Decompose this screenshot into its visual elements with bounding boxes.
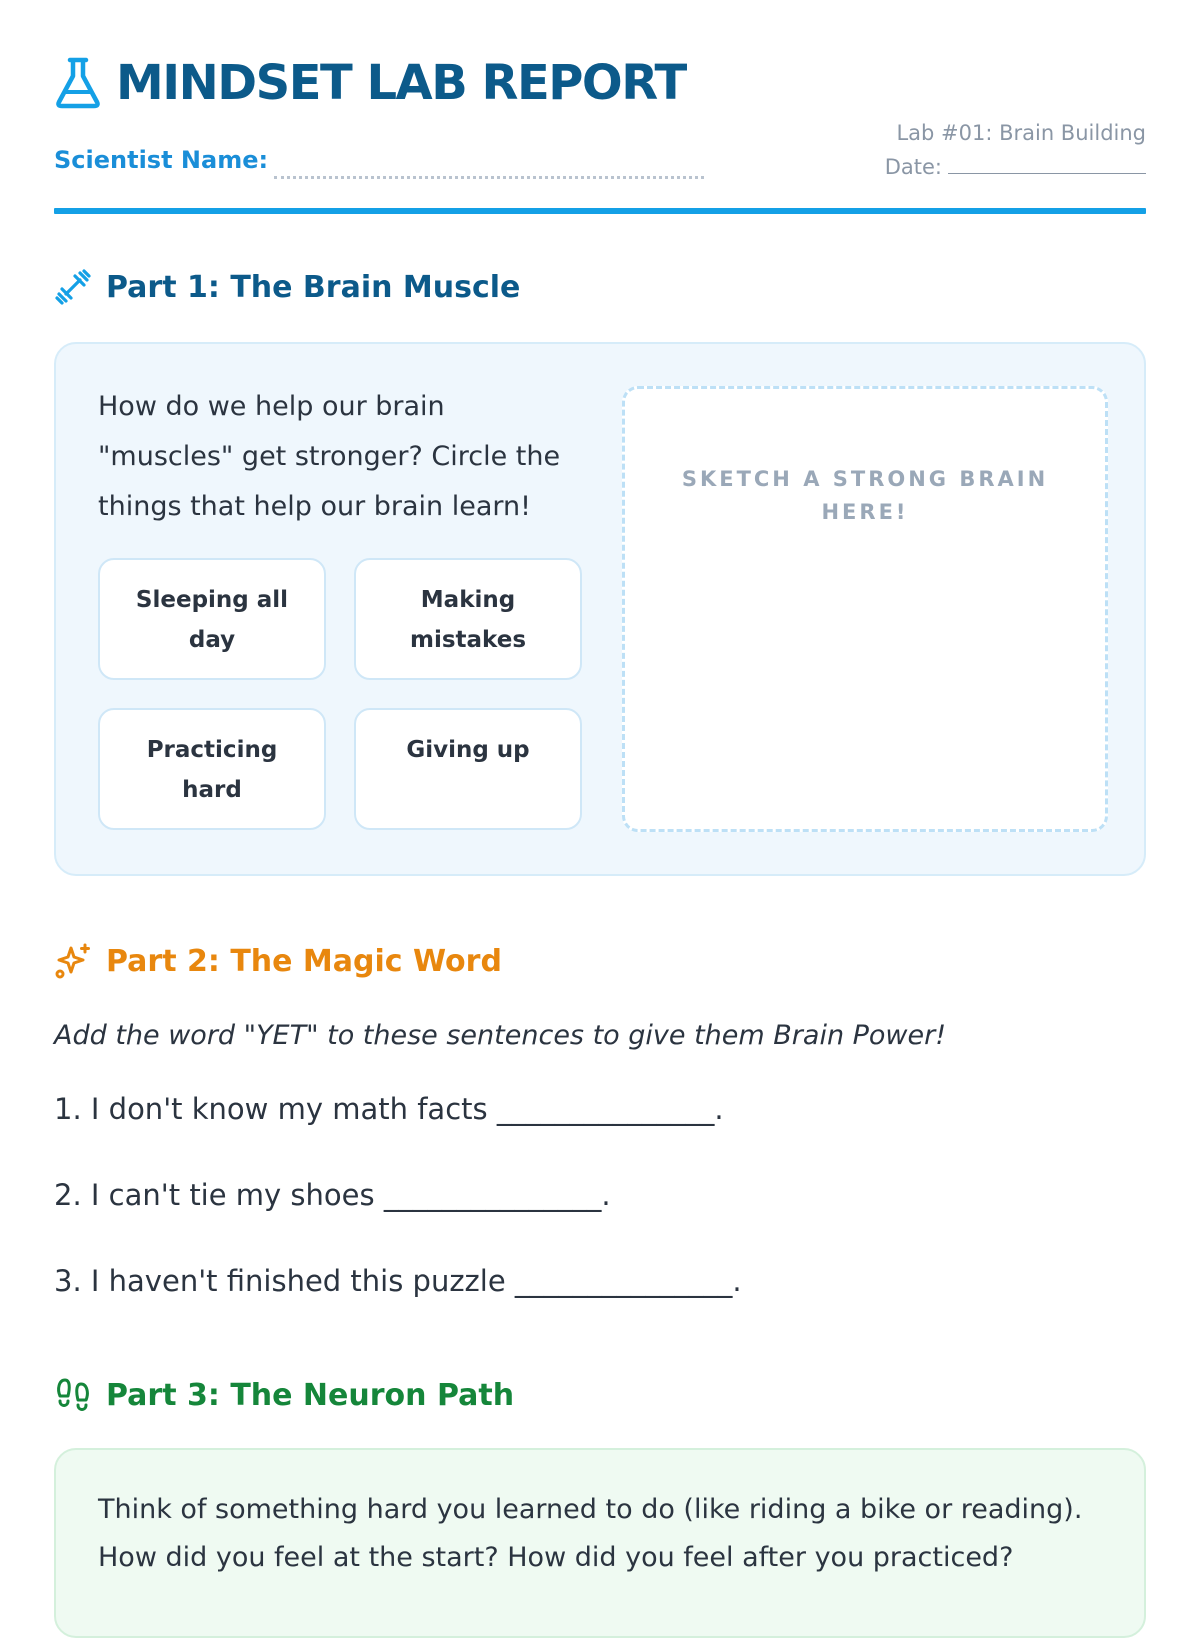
sketch-prompt: SKETCH A STRONG BRAIN HERE! xyxy=(681,467,1049,524)
sparkles-icon xyxy=(54,942,92,980)
flask-icon xyxy=(54,56,102,110)
sentence-1[interactable]: 1. I don't know my math facts _______________. xyxy=(54,1092,724,1126)
choice-making-mistakes[interactable]: Making mistakes xyxy=(354,558,582,680)
choice-practicing-hard[interactable]: Practicing hard xyxy=(98,708,326,830)
part1-heading xyxy=(54,268,520,306)
part3-panel xyxy=(54,1448,1146,1638)
date-label: Date: xyxy=(884,155,942,179)
choice-giving-up[interactable]: Giving up xyxy=(354,708,582,830)
part3-heading xyxy=(54,1376,514,1414)
part3-title: Part 3: The Neuron Path xyxy=(106,1377,515,1413)
part2-title: Part 2: The Magic Word xyxy=(106,943,502,979)
sketch-area[interactable] xyxy=(622,386,1108,832)
part1-panel xyxy=(54,342,1146,876)
lab-number: Lab #01: Brain Building xyxy=(896,121,1146,145)
sentence-2[interactable]: 2. I can't tie my shoes _______________. xyxy=(54,1178,611,1212)
lab-info xyxy=(885,116,1146,184)
scientist-name-label: Scientist Name: xyxy=(54,146,269,174)
header-divider xyxy=(54,208,1146,214)
title-row xyxy=(54,56,686,110)
part2-heading xyxy=(54,942,502,980)
date-row xyxy=(885,150,1146,184)
part1-title: Part 1: The Brain Muscle xyxy=(106,269,521,305)
page-title: MINDSET LAB REPORT xyxy=(116,55,686,111)
date-line[interactable] xyxy=(948,155,1146,174)
worksheet-page xyxy=(54,0,1146,1600)
part3-prompt: Think of something hard you learned to do (like riding a bike or reading). How did you feel at the start? How did you feel after you practiced? xyxy=(98,1494,1083,1573)
footprints-icon xyxy=(54,1376,92,1414)
part2-instructions: Add the word "YET" to these sentences to give them Brain Power! xyxy=(54,1020,947,1051)
part1-question: How do we help our brain "muscles" get stronger? Circle the things that help our brain learn! xyxy=(98,391,561,522)
choice-sleeping-all-day[interactable]: Sleeping all day xyxy=(98,558,326,680)
sentence-3[interactable]: 3. I haven't finished this puzzle _______________. xyxy=(54,1264,742,1298)
dumbbell-icon xyxy=(54,268,92,306)
scientist-name-line[interactable] xyxy=(274,176,704,179)
